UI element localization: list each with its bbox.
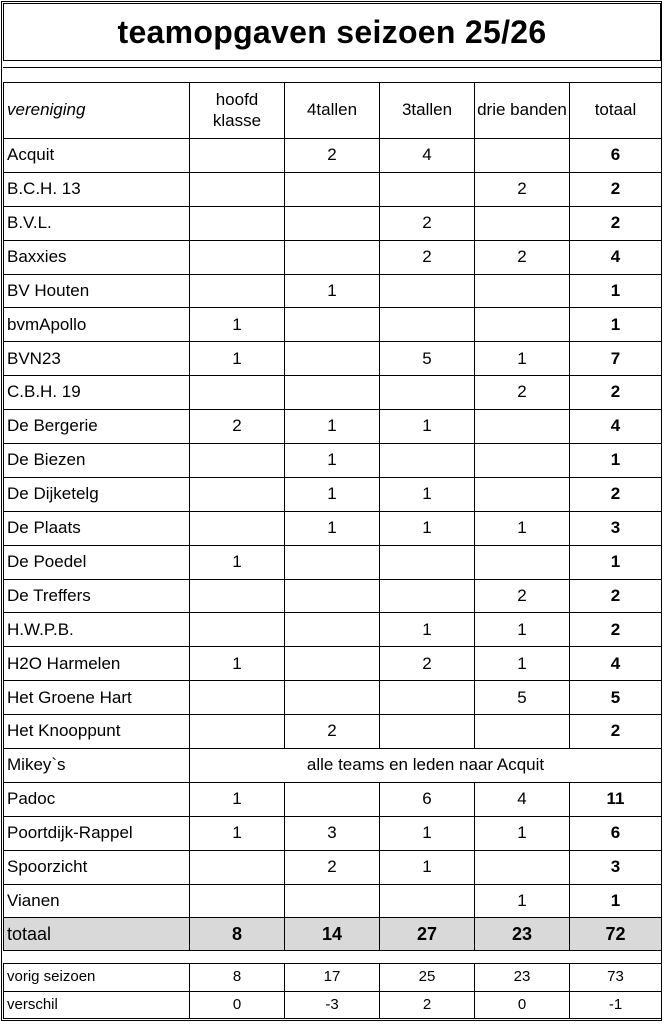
club-name: B.V.L. [4,206,190,240]
previous-hoofdklasse: 8 [190,964,285,992]
cell-totaal: 1 [570,545,662,579]
cell-hoofdklasse [190,579,285,613]
table-row [4,139,662,173]
table-row [4,782,662,816]
club-name: bvmApollo [4,308,190,342]
previous-3tallen: 25 [380,964,475,992]
cell-totaal: 1 [570,444,662,478]
cell-totaal: 1 [570,884,662,918]
difference-driebanden: 0 [475,991,570,1019]
club-name: De Plaats [4,511,190,545]
cell-4tallen [285,647,380,681]
table-row [4,477,662,511]
cell-3tallen [380,444,475,478]
cell-3tallen [380,172,475,206]
cell-3tallen [380,579,475,613]
table-row [4,308,662,342]
cell-hoofdklasse: 1 [190,308,285,342]
table-row [4,444,662,478]
club-name: Baxxies [4,240,190,274]
cell-driebanden [475,139,570,173]
cell-totaal: 11 [570,782,662,816]
cell-hoofdklasse [190,172,285,206]
cell-totaal: 2 [570,172,662,206]
club-name: Mikey`s [4,749,190,783]
cell-3tallen: 2 [380,647,475,681]
cell-driebanden: 2 [475,240,570,274]
cell-hoofdklasse [190,511,285,545]
cell-driebanden: 2 [475,376,570,410]
total-row [4,918,662,951]
table-row [4,749,662,783]
total-4tallen: 14 [285,918,380,951]
cell-4tallen [285,240,380,274]
cell-4tallen: 1 [285,511,380,545]
cell-hoofdklasse: 2 [190,410,285,444]
previous-4tallen: 17 [285,964,380,992]
table-row [4,613,662,647]
difference-4tallen: -3 [285,991,380,1019]
cell-3tallen [380,545,475,579]
cell-4tallen [285,206,380,240]
club-name: B.C.H. 13 [4,172,190,206]
cell-3tallen: 1 [380,850,475,884]
divider [3,67,661,68]
cell-driebanden [475,477,570,511]
previous-label: vorig seizoen [4,964,190,992]
cell-hoofdklasse [190,206,285,240]
comparison-table [3,963,662,1019]
club-name: Padoc [4,782,190,816]
cell-driebanden: 1 [475,884,570,918]
cell-hoofdklasse: 1 [190,782,285,816]
cell-3tallen: 2 [380,206,475,240]
cell-driebanden [475,545,570,579]
cell-3tallen [380,274,475,308]
difference-3tallen: 2 [380,991,475,1019]
table-row [4,647,662,681]
difference-hoofdklasse: 0 [190,991,285,1019]
club-name: H2O Harmelen [4,647,190,681]
club-name: De Dijketelg [4,477,190,511]
difference-totaal: -1 [570,991,662,1019]
cell-driebanden: 5 [475,681,570,715]
cell-driebanden: 1 [475,511,570,545]
total-hoofdklasse: 8 [190,918,285,951]
cell-4tallen: 1 [285,410,380,444]
table-row [4,342,662,376]
cell-4tallen [285,681,380,715]
club-name: H.W.P.B. [4,613,190,647]
cell-hoofdklasse: 1 [190,342,285,376]
cell-hoofdklasse [190,240,285,274]
cell-4tallen: 2 [285,850,380,884]
cell-3tallen [380,376,475,410]
team-table [3,82,662,951]
club-name: De Bergerie [4,410,190,444]
cell-totaal: 2 [570,376,662,410]
page-title: teamopgaven seizoen 25/26 [3,3,661,61]
cell-3tallen: 1 [380,477,475,511]
club-name: De Treffers [4,579,190,613]
club-name: BV Houten [4,274,190,308]
table-row [4,816,662,850]
cell-4tallen [285,884,380,918]
col-header-hoofdklasse: hoofd klasse [190,83,285,139]
cell-3tallen [380,681,475,715]
cell-4tallen: 1 [285,477,380,511]
cell-4tallen [285,613,380,647]
cell-hoofdklasse [190,274,285,308]
cell-hoofdklasse [190,681,285,715]
cell-totaal: 5 [570,681,662,715]
cell-hoofdklasse [190,444,285,478]
club-name: Acquit [4,139,190,173]
cell-4tallen: 2 [285,139,380,173]
cell-totaal: 4 [570,240,662,274]
cell-driebanden: 2 [475,579,570,613]
cell-3tallen: 2 [380,240,475,274]
difference-row [4,991,662,1019]
cell-hoofdklasse [190,139,285,173]
cell-3tallen: 6 [380,782,475,816]
club-note: alle teams en leden naar Acquit [190,749,662,783]
cell-4tallen [285,172,380,206]
cell-4tallen [285,545,380,579]
cell-driebanden [475,274,570,308]
club-name: C.B.H. 19 [4,376,190,410]
table-row [4,274,662,308]
cell-3tallen: 1 [380,410,475,444]
cell-3tallen [380,884,475,918]
cell-3tallen: 1 [380,511,475,545]
cell-totaal: 2 [570,715,662,749]
table-row [4,511,662,545]
cell-totaal: 2 [570,206,662,240]
cell-driebanden [475,850,570,884]
cell-hoofdklasse [190,715,285,749]
cell-3tallen [380,715,475,749]
cell-4tallen: 3 [285,816,380,850]
cell-hoofdklasse [190,613,285,647]
col-header-vereniging: vereniging [4,83,190,139]
table-row [4,172,662,206]
col-header-3tallen: 3tallen [380,83,475,139]
col-header-4tallen: 4tallen [285,83,380,139]
cell-driebanden [475,206,570,240]
table-row [4,850,662,884]
club-name: De Biezen [4,444,190,478]
difference-label: verschil [4,991,190,1019]
cell-totaal: 2 [570,477,662,511]
cell-3tallen: 1 [380,613,475,647]
previous-driebanden: 23 [475,964,570,992]
cell-totaal: 6 [570,139,662,173]
total-totaal: 72 [570,918,662,951]
cell-hoofdklasse [190,376,285,410]
cell-totaal: 2 [570,579,662,613]
total-3tallen: 27 [380,918,475,951]
table-header-row [4,83,662,139]
cell-driebanden [475,715,570,749]
table-row [4,715,662,749]
cell-hoofdklasse: 1 [190,545,285,579]
cell-driebanden: 2 [475,172,570,206]
total-driebanden: 23 [475,918,570,951]
cell-totaal: 7 [570,342,662,376]
club-name: Poortdijk-Rappel [4,816,190,850]
col-header-driebanden: drie banden [475,83,570,139]
cell-totaal: 1 [570,274,662,308]
cell-3tallen: 5 [380,342,475,376]
table-row [4,206,662,240]
cell-3tallen: 4 [380,139,475,173]
cell-hoofdklasse: 1 [190,816,285,850]
club-name: Het Knooppunt [4,715,190,749]
cell-hoofdklasse [190,884,285,918]
col-header-totaal: totaal [570,83,662,139]
table-row [4,884,662,918]
cell-4tallen: 1 [285,274,380,308]
club-name: Spoorzicht [4,850,190,884]
total-label: totaal [4,918,190,951]
club-name: De Poedel [4,545,190,579]
cell-hoofdklasse: 1 [190,647,285,681]
cell-driebanden: 1 [475,816,570,850]
cell-4tallen: 1 [285,444,380,478]
cell-driebanden [475,444,570,478]
cell-4tallen [285,376,380,410]
cell-4tallen: 2 [285,715,380,749]
club-name: Vianen [4,884,190,918]
club-name: BVN23 [4,342,190,376]
cell-4tallen [285,782,380,816]
table-row [4,545,662,579]
cell-driebanden: 1 [475,342,570,376]
table-row [4,240,662,274]
cell-totaal: 3 [570,850,662,884]
cell-driebanden: 1 [475,613,570,647]
cell-totaal: 3 [570,511,662,545]
cell-hoofdklasse [190,850,285,884]
cell-totaal: 6 [570,816,662,850]
table-row [4,681,662,715]
table-row [4,579,662,613]
cell-4tallen [285,579,380,613]
table-row [4,376,662,410]
cell-4tallen [285,342,380,376]
cell-driebanden [475,308,570,342]
table-row [4,410,662,444]
cell-3tallen: 1 [380,816,475,850]
previous-season-row [4,964,662,992]
cell-3tallen [380,308,475,342]
cell-hoofdklasse [190,477,285,511]
cell-driebanden [475,410,570,444]
cell-driebanden: 4 [475,782,570,816]
cell-driebanden: 1 [475,647,570,681]
cell-4tallen [285,308,380,342]
cell-totaal: 1 [570,308,662,342]
previous-totaal: 73 [570,964,662,992]
club-name: Het Groene Hart [4,681,190,715]
cell-totaal: 4 [570,410,662,444]
cell-totaal: 4 [570,647,662,681]
cell-totaal: 2 [570,613,662,647]
